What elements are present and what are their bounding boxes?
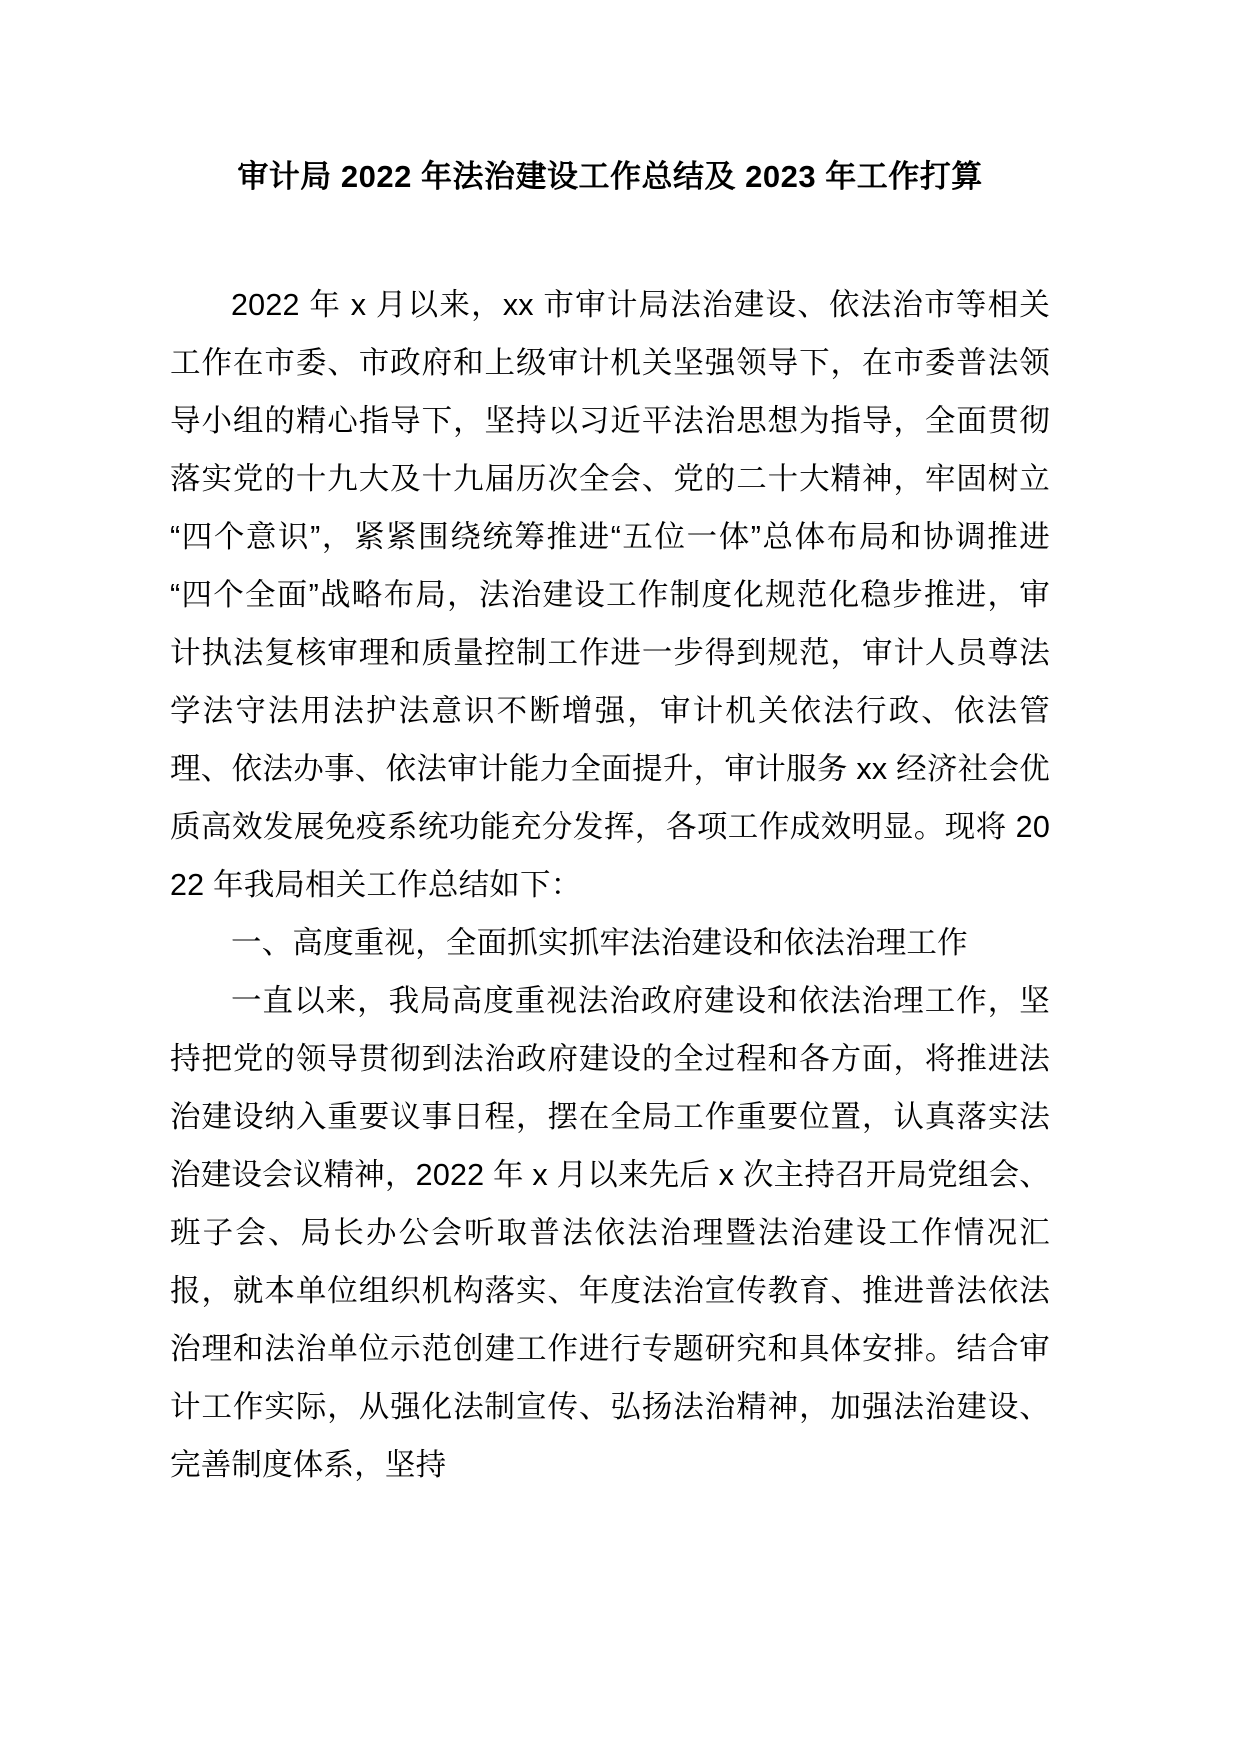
document-body xyxy=(170,140,1050,1494)
paragraph-intro: 2022 年 x 月以来，xx 市审计局法治建设、依法治市等相关工作在市委、市政府和上级审计机关坚强领导下，在市委普法领导小组的精心指导下，坚持以习近平法治思想为指导，全面贯彻落实党的十九大及十九届历次全会、党的二十大精神，牢固树立“四个意识”，紧紧围绕统筹推进“五位一体”总体布局和协调推进“四个全面”战略布局，法治建设工作制度化规范化稳步推进，审计执法复核审理和质量控制工作进一步得到规范，审计人员尊法学法守法用法护法意识不断增强，审计机关依法行政、依法管理、依法办事、依法审计能力全面提升，审计服务 xx 经济社会优质高效发展免疫系统功能充分发挥，各项工作成效明显。现将 2022 年我局相关工作总结如下： xyxy=(170,288,1050,902)
section-heading-one: 一、高度重视，全面抓实抓牢法治建设和依法治理工作 xyxy=(231,926,968,960)
document-title: 审计局 2022 年法治建设工作总结及 2023 年工作打算 xyxy=(237,159,983,194)
paragraph-section-one-body: 一直以来，我局高度重视法治政府建设和依法治理工作，坚持把党的领导贯彻到法治政府建设的全过程和各方面，将推进法治建设纳入重要议事日程，摆在全局工作重要位置，认真落实法治建设会议精神，2022 年 x 月以来先后 x 次主持召开局党组会、班子会、局长办公会听取普法依法治理暨法治建设工作情况汇报，就本单位组织机构落实、年度法治宣传教育、推进普法依法治理和法治单位示范创建工作进行专题研究和具体安排。结合审计工作实际，从强化法制宣传、弘扬法治精神，加强法治建设、完善制度体系，坚持 xyxy=(170,984,1050,1482)
title-spacer xyxy=(170,200,1050,276)
